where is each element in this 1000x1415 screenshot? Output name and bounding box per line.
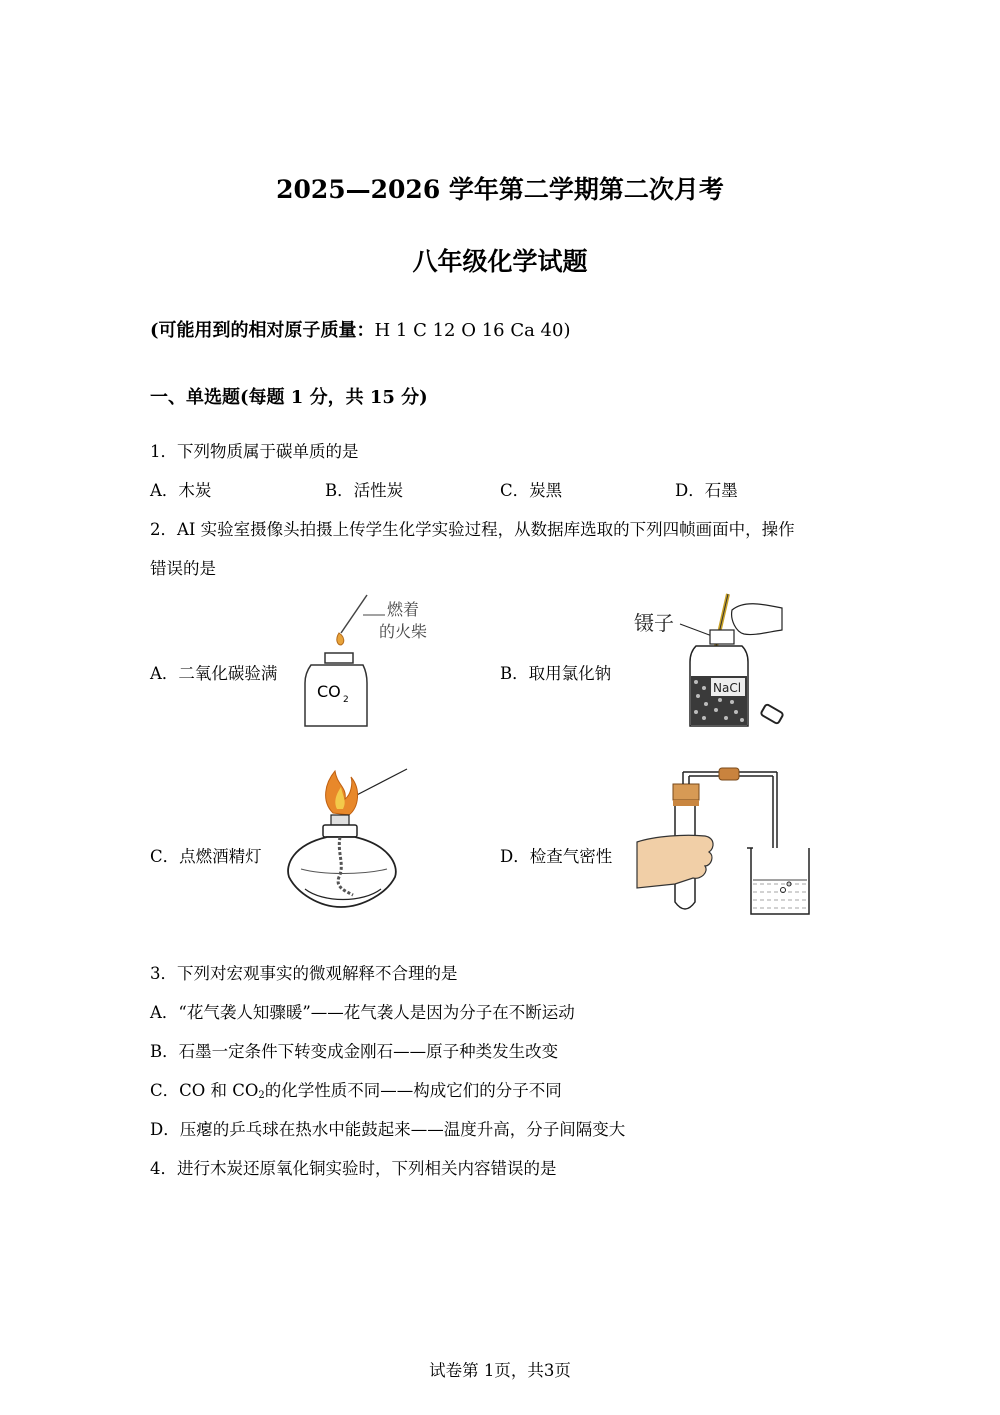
q1-option-b: B．活性炭: [325, 481, 404, 500]
match-label-line2: 的火柴: [379, 622, 428, 641]
section-heading: 一、单选题(每题 1 分，共 15 分): [150, 387, 428, 408]
q2-option-d: D．检查气密性: [500, 847, 613, 866]
nacl-label: NaCl: [713, 681, 742, 695]
figure-tweezers-nacl: [632, 590, 797, 735]
q2-option-c: C．点燃酒精灯: [150, 847, 262, 866]
page-footer: 试卷第 1页，共3页: [429, 1361, 571, 1380]
figure-co2-test: [295, 593, 445, 733]
beaker-icon: [747, 848, 809, 914]
match-label-line1: 燃着: [387, 600, 420, 619]
q3-option-b: B．石墨一定条件下转变成金刚石——原子种类发生改变: [150, 1042, 559, 1061]
exam-subtitle: 八年级化学试题: [412, 247, 588, 276]
bottle-stopper-icon: [760, 704, 783, 724]
gas-bottle-icon: [305, 653, 367, 726]
q3-option-c-pre: C．CO 和 CO: [150, 1081, 259, 1100]
question-3-stem: 3．下列对宏观事实的微观解释不合理的是: [150, 964, 458, 983]
atomic-mass-values: H 1 C 12 O 16 Ca 40): [374, 320, 571, 341]
hand-icon: [732, 604, 782, 635]
match-icon: [337, 595, 367, 645]
exam-title: 2025—2026 学年第二学期第二次月考: [276, 175, 724, 204]
q1-option-c: C．炭黑: [500, 481, 563, 500]
reagent-bottle-icon: [690, 630, 748, 726]
question-2-stem-line2: 错误的是: [150, 559, 216, 578]
q2-option-a: A．二氧化碳验满: [150, 664, 278, 683]
q3-option-c: [150, 1077, 562, 1101]
bottle-label-sub: 2: [343, 695, 349, 705]
figure-alcohol-lamp: [283, 765, 413, 920]
flame-icon: [326, 771, 358, 815]
q1-option-a: A．木炭: [150, 481, 212, 500]
q3-option-c-post: 的化学性质不同——构成它们的分子不同: [264, 1081, 562, 1100]
tweezers-label: 镊子: [634, 611, 674, 635]
atomic-mass-label: (可能用到的相对原子质量：: [150, 320, 375, 341]
bottle-label: CO: [317, 682, 341, 701]
hand-icon: [637, 835, 713, 888]
question-2-stem-line1: 2．AI 实验室摄像头拍摄上传学生化学实验过程，从数据库选取的下列四帧画面中，操作: [150, 520, 795, 539]
q3-option-a: A．“花气袭人知骤暖”——花气袭人是因为分子在不断运动: [150, 1003, 575, 1022]
question-4-stem: 4．进行木炭还原氧化铜实验时，下列相关内容错误的是: [150, 1159, 557, 1178]
q3-option-d: D．压瘪的乒乓球在热水中能鼓起来——温度升高，分子间隔变大: [150, 1120, 626, 1139]
figure-airtightness: [635, 762, 815, 922]
q3-option-c-sub: 2: [258, 1090, 265, 1101]
atomic-mass-line: [150, 316, 571, 342]
q1-option-d: D．石墨: [675, 481, 738, 500]
q2-option-b: B．取用氯化钠: [500, 664, 612, 683]
question-1-stem: 1．下列物质属于碳单质的是: [150, 442, 359, 461]
lamp-body-icon: [288, 837, 396, 907]
